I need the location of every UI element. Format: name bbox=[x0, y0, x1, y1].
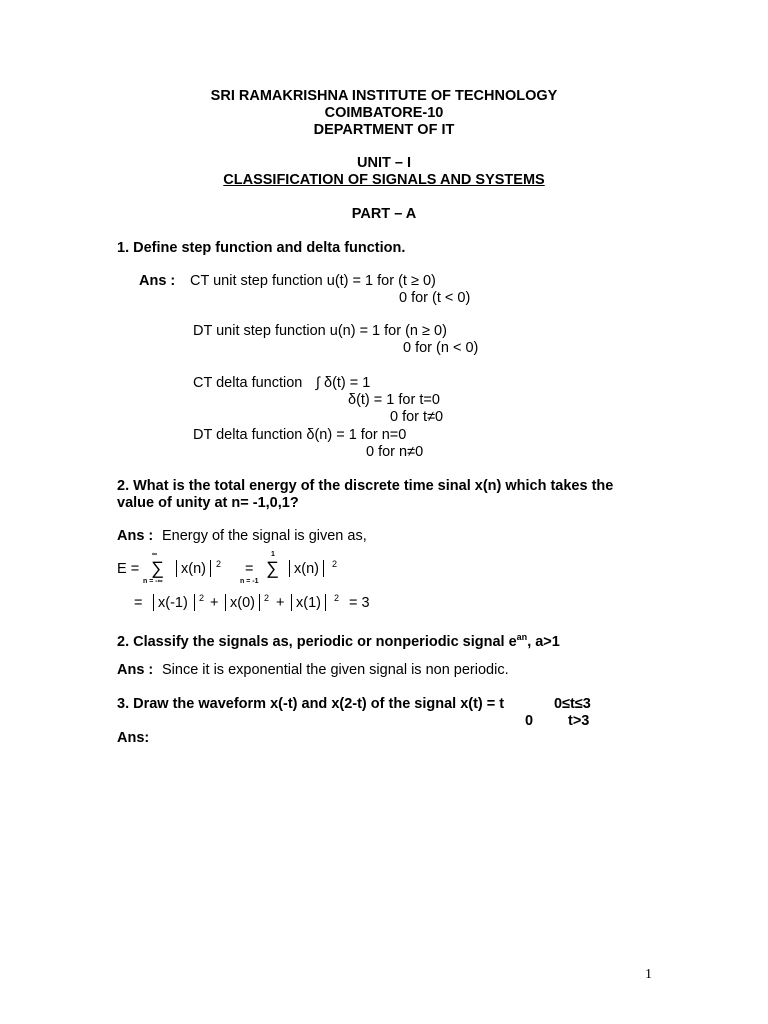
institute-name: SRI RAMAKRISHNA INSTITUTE OF TECHNOLOGY bbox=[210, 88, 558, 104]
sum-1-lower-limit: n = -∞ bbox=[143, 578, 163, 585]
energy-equals-2: = bbox=[245, 561, 254, 577]
question-4-range-2: t>3 bbox=[568, 713, 590, 729]
page-number: 1 bbox=[645, 967, 652, 982]
abs-bar bbox=[325, 594, 326, 611]
question-2-line-1: 2. What is the total energy of the discrete time sinal x(n) which takes the bbox=[117, 478, 614, 494]
energy-line-2-power-2: 2 bbox=[264, 593, 270, 603]
energy-line-2-plus-2: + bbox=[276, 595, 285, 611]
question-4-value-2: 0 bbox=[525, 713, 534, 729]
dt-delta-line-2: 0 for n≠0 bbox=[366, 444, 424, 460]
abs-bar bbox=[225, 594, 226, 611]
ct-delta-label: CT delta function bbox=[193, 375, 303, 391]
abs-bar bbox=[194, 594, 195, 611]
dt-step-line-1: DT unit step function u(n) = 1 for (n ≥ 0) bbox=[193, 323, 447, 339]
answer-4-label: Ans: bbox=[117, 730, 150, 746]
abs-bar bbox=[323, 560, 324, 577]
abs-bar bbox=[291, 594, 292, 611]
dt-delta-line-1: DT delta function δ(n) = 1 for n=0 bbox=[193, 427, 407, 443]
energy-line-2-power-1: 2 bbox=[199, 593, 205, 603]
abs-bar bbox=[210, 560, 211, 577]
energy-line-2-equals: = bbox=[134, 595, 143, 611]
energy-term-2: x(n) bbox=[294, 561, 319, 577]
institute-city: COIMBATORE-10 bbox=[324, 105, 444, 121]
ct-delta-integral: ∫ δ(t) = 1 bbox=[316, 375, 371, 391]
dt-step-line-2: 0 for (n < 0) bbox=[403, 340, 479, 356]
ct-step-line-1: CT unit step function u(t) = 1 for (t ≥ 0) bbox=[190, 273, 436, 289]
energy-line-2-term-2: x(0) bbox=[230, 595, 255, 611]
energy-line-2-term-3: x(1) bbox=[296, 595, 321, 611]
energy-e-equals: E = bbox=[117, 561, 140, 577]
abs-bar bbox=[259, 594, 260, 611]
unit-title: CLASSIFICATION OF SIGNALS AND SYSTEMS bbox=[223, 172, 545, 188]
energy-power-2: 2 bbox=[332, 559, 338, 569]
answer-1-label: Ans : bbox=[139, 273, 176, 289]
energy-line-2-term-1: x(-1) bbox=[158, 595, 188, 611]
abs-bar bbox=[153, 594, 154, 611]
energy-term-1: x(n) bbox=[181, 561, 206, 577]
energy-line-2-power-3: 2 bbox=[334, 593, 340, 603]
answer-2-text: Energy of the signal is given as, bbox=[162, 528, 367, 544]
question-4: 3. Draw the waveform x(-t) and x(2-t) of the signal x(t) = t bbox=[117, 696, 505, 712]
ct-delta-line-3: 0 for t≠0 bbox=[390, 409, 444, 425]
abs-bar bbox=[289, 560, 290, 577]
answer-2-label: Ans : bbox=[117, 528, 154, 544]
sum-2-lower-limit: n = -1 bbox=[240, 578, 259, 585]
unit-heading: UNIT – I bbox=[357, 155, 411, 171]
question-4-range-1: 0≤t≤3 bbox=[554, 696, 591, 712]
ct-step-line-2: 0 for (t < 0) bbox=[399, 290, 471, 306]
sum-1-upper-limit: ∞ bbox=[152, 551, 157, 558]
question-1: 1. Define step function and delta function. bbox=[117, 240, 406, 256]
department-name: DEPARTMENT OF IT bbox=[313, 122, 455, 138]
sum-2-upper-limit: 1 bbox=[271, 551, 275, 558]
ct-delta-line-2: δ(t) = 1 for t=0 bbox=[348, 392, 440, 408]
abs-bar bbox=[176, 560, 177, 577]
part-heading: PART – A bbox=[351, 206, 417, 222]
answer-3-label: Ans : bbox=[117, 662, 154, 678]
energy-line-2-plus-1: + bbox=[210, 595, 219, 611]
question-3: 2. Classify the signals as, periodic or nonperiodic signal $e^{an}$, a>1 bbox=[117, 632, 560, 650]
energy-power-1: 2 bbox=[216, 559, 222, 569]
question-2-line-2: value of unity at n= -1,0,1? bbox=[117, 495, 299, 511]
sum-1-sigma: ∑ bbox=[151, 558, 164, 578]
answer-3-text: Since it is exponential the given signal is non periodic. bbox=[162, 662, 509, 678]
energy-line-2-result: = 3 bbox=[349, 595, 370, 611]
sum-2-sigma: ∑ bbox=[266, 558, 279, 578]
